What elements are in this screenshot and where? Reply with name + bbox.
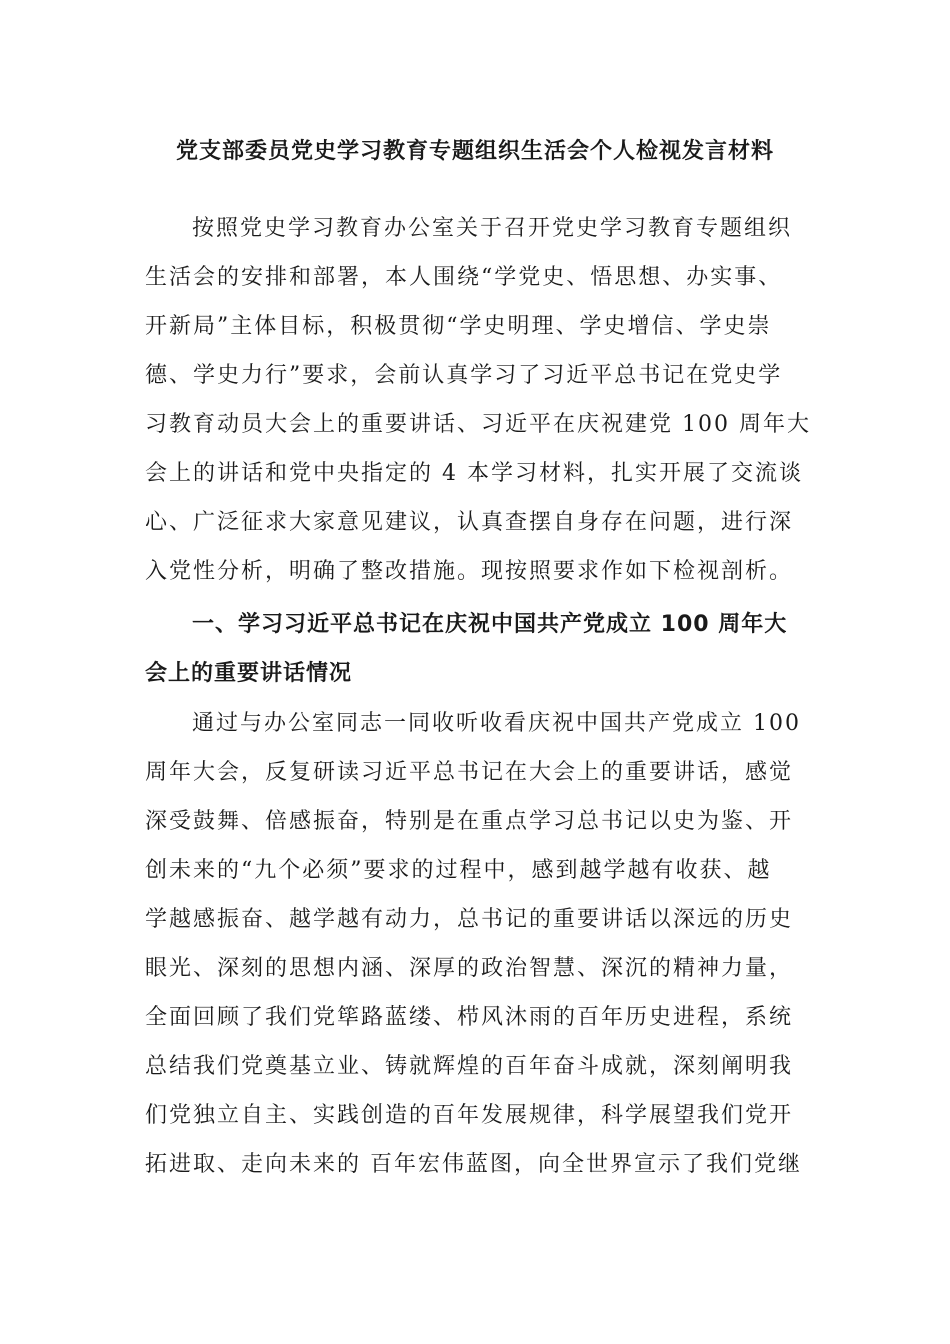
heading-line: 会上的重要讲话情况	[145, 661, 353, 686]
text-line: 全面回顾了我们党筚路蓝缕、栉风沐雨的百年历史进程，系统	[145, 1005, 794, 1030]
intro-paragraph	[145, 204, 811, 596]
document-title: 党支部委员党史学习教育专题组织生活会个人检视发言材料	[175, 138, 774, 164]
text-line: 创未来的“九个必须”要求的过程中，感到越学越有收获、越	[145, 858, 772, 883]
section-heading	[145, 600, 805, 698]
text-line: 深受鼓舞、倍感振奋，特别是在重点学习总书记以史为鉴、开	[145, 809, 794, 834]
text-line: 通过与办公室同志一同收听收看庆祝中国共产党成立 100	[192, 711, 801, 736]
heading-line: 一、学习习近平总书记在庆祝中国共产党成立 100 周年大	[192, 612, 788, 637]
text-line: 拓进取、走向未来的 百年宏伟蓝图，向全世界宣示了我们党继	[145, 1152, 802, 1177]
text-line: 德、学史力行”要求，会前认真学习了习近平总书记在党史学	[145, 363, 783, 388]
text-line: 周年大会，反复研读习近平总书记在大会上的重要讲话，感觉	[145, 760, 794, 785]
text-line: 入党性分析，明确了整改措施。现按照要求作如下检视剖析。	[145, 559, 794, 584]
text-line: 习教育动员大会上的重要讲话、习近平在庆祝建党 100 周年大	[145, 412, 811, 437]
text-line: 们党独立自主、实践创造的百年发展规律，科学展望我们党开	[145, 1103, 794, 1128]
text-line: 心、广泛征求大家意见建议，认真查摆自身存在问题，进行深	[145, 510, 794, 535]
text-line: 总结我们党奠基立业、铸就辉煌的百年奋斗成就，深刻阐明我	[145, 1054, 794, 1079]
text-line: 眼光、深刻的思想内涵、深厚的政治智慧、深沉的精神力量，	[145, 956, 794, 981]
text-line: 开新局”主体目标，积极贯彻“学史明理、学史增信、学史崇	[145, 314, 772, 339]
section-body-paragraph	[145, 699, 805, 1189]
text-line: 按照党史学习教育办公室关于召开党史学习教育专题组织	[192, 216, 793, 241]
text-line: 学越感振奋、越学越有动力，总书记的重要讲话以深远的历史	[145, 907, 794, 932]
text-line: 会上的讲话和党中央指定的 4 本学习材料，扎实开展了交流谈	[145, 461, 803, 486]
text-line: 生活会的安排和部署，本人围绕“学党史、悟思想、办实事、	[145, 265, 783, 290]
